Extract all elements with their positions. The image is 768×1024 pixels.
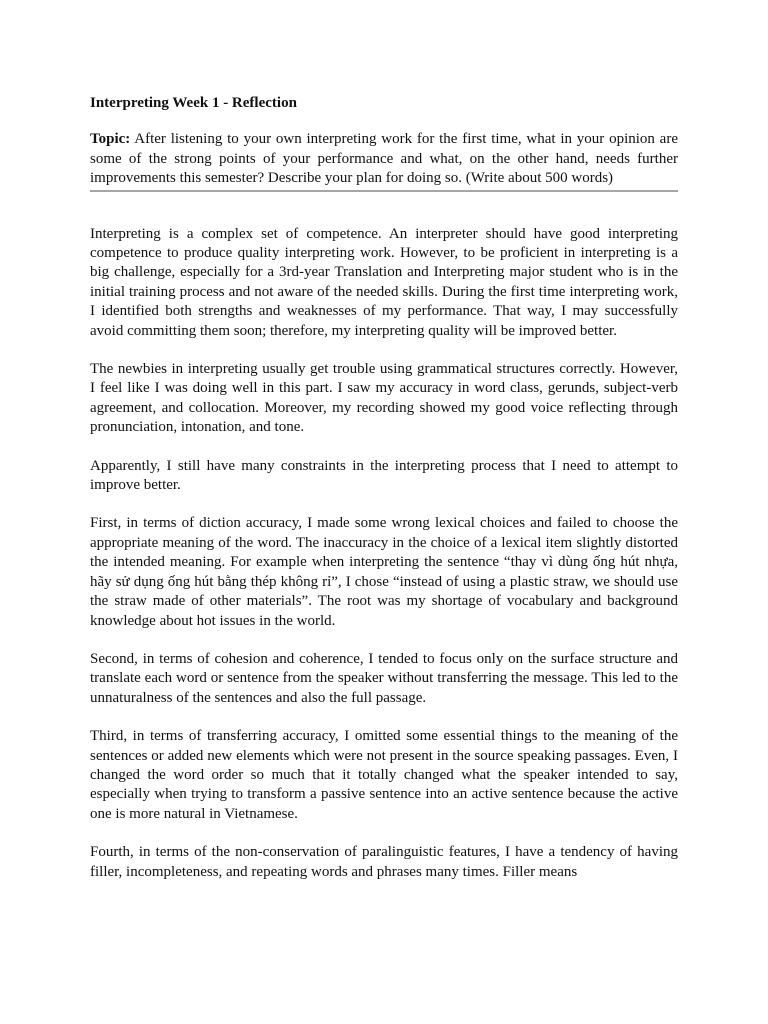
paragraph-4: First, in terms of diction accuracy, I made some wrong lexical choices and failed to choose the appropriate meaning of the word. The inaccuracy in the choice of a lexical item slightly distorted the intended meaning. For example when interpreting the sentence “thay vì dùng ống hút nhựa, hãy sử dụng ống hút bằng thép không rỉ”, I chose “instead of using a plastic straw, we should use the straw made of other materials”. The root was my shortage of vocabulary and background knowledge about hot issues in the world. xyxy=(90,515,678,629)
paragraph-2: The newbies in interpreting usually get trouble using grammatical structures correctly. However, I feel like I was doing well in this part. I saw my accuracy in word class, gerunds, subject-verb agreement, and collocation. Moreover, my recording showed my good voice reflecting through pronunciation, intonation, and tone. xyxy=(90,361,678,436)
topic-text: After listening to your own interpreting work for the first time, what in your opinion are some of the strong points of your performance and what, on the other hand, needs further improvements this semester? Describe your plan for doing so. (Write about 500 words) xyxy=(90,131,678,187)
paragraph-5: Second, in terms of cohesion and coherence, I tended to focus only on the surface structure and translate each word or sentence from the speaker without transferring the message. This led to the unnaturalness of the sentences and also the full passage. xyxy=(90,650,678,706)
paragraph-6: Third, in terms of transferring accuracy, I omitted some essential things to the meaning of the sentences or added new elements which were not present in the source speaking passages. Even, I changed the word order so much that it totally changed what the speaker intended to say, especially when trying to transform a passive sentence into an active sentence because the active one is more natural in Vietnamese. xyxy=(90,728,678,822)
paragraph-1: Interpreting is a complex set of competence. An interpreter should have good interpreting competence to produce quality interpreting work. However, to be proficient in interpreting is a big challenge, especially for a 3rd-year Translation and Interpreting major student who is in the initial training process and not aware of the needed skills. During the first time interpreting work, I identified both strengths and weaknesses of my performance. That way, I may successfully avoid committing them soon; therefore, my interpreting quality will be improved better. xyxy=(90,225,678,339)
horizontal-divider xyxy=(90,190,678,192)
topic-label: Topic: xyxy=(90,131,131,148)
paragraph-7: Fourth, in terms of the non-conservation of paralinguistic features, I have a tendency of having filler, incompleteness, and repeating words and phrases many times. Filler means xyxy=(90,844,678,880)
paragraph-3: Apparently, I still have many constraints in the interpreting process that I need to attempt to improve better. xyxy=(90,457,678,494)
document-content xyxy=(90,94,678,901)
document-title: Interpreting Week 1 - Reflection xyxy=(90,95,297,111)
topic-prompt xyxy=(90,130,678,188)
